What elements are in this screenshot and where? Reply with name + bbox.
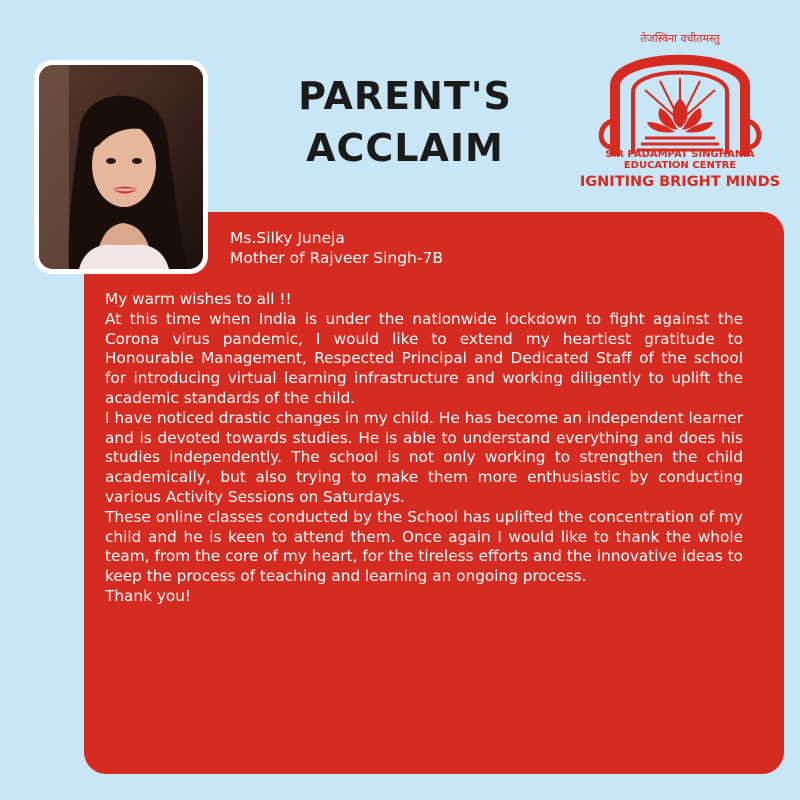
testimonial-message <box>105 290 743 607</box>
title-line-1: PARENT'S <box>298 74 512 118</box>
logo-motto: तेजस्विना वधीतमस्तु <box>640 32 720 45</box>
author-relation: Mother of Rajveer Singh-7B <box>230 249 443 267</box>
message-greeting: My warm wishes to all !! <box>105 290 292 308</box>
school-logo <box>575 26 785 194</box>
portrait-illustration <box>39 65 203 269</box>
author-byline <box>230 228 443 268</box>
portrait-image <box>39 65 203 269</box>
lotus-logo-emblem <box>575 26 785 194</box>
message-paragraph-2: I have noticed drastic changes in my child. He has become an independent learner and is devoted towards studies. He is able to understand everything and does his studies independently. The school is not only working to strengthen the child academically, but also trying to make them more enthusiastic by conducting various Activity Sessions on Saturdays. <box>105 408 743 506</box>
logo-tagline: IGNITING BRIGHT MINDS <box>579 174 781 190</box>
message-paragraph-1: At this time when India is under the nationwide lockdown to fight against the Corona virus pandemic, I would like to extend my heartiest gratitude to Honourable Management, Respected Principal and Dedicated Staff of the school for introducing virtual learning infrastructure and working diligently to uplift the academic standards of the child. <box>105 309 743 407</box>
title-line-2: ACCLAIM <box>306 126 504 170</box>
logo-name-line-2: EDUCATION CENTRE <box>623 160 737 171</box>
logo-name-line-1: SIR PADAMPAT SINGHANIA <box>605 149 755 160</box>
page-title <box>240 70 570 174</box>
message-closing: Thank you! <box>105 586 192 605</box>
parent-photo <box>34 60 208 274</box>
message-paragraph-3: These online classes conducted by the School has uplifted the concentration of my child and he is keen to attend them. Once again I would like to thank the whole team, from the core of my heart, for the tireless efforts and the innovative ideas to keep the process of teaching and learning an ongoing process. <box>105 507 743 586</box>
author-name: Ms.Silky Juneja <box>230 229 345 247</box>
